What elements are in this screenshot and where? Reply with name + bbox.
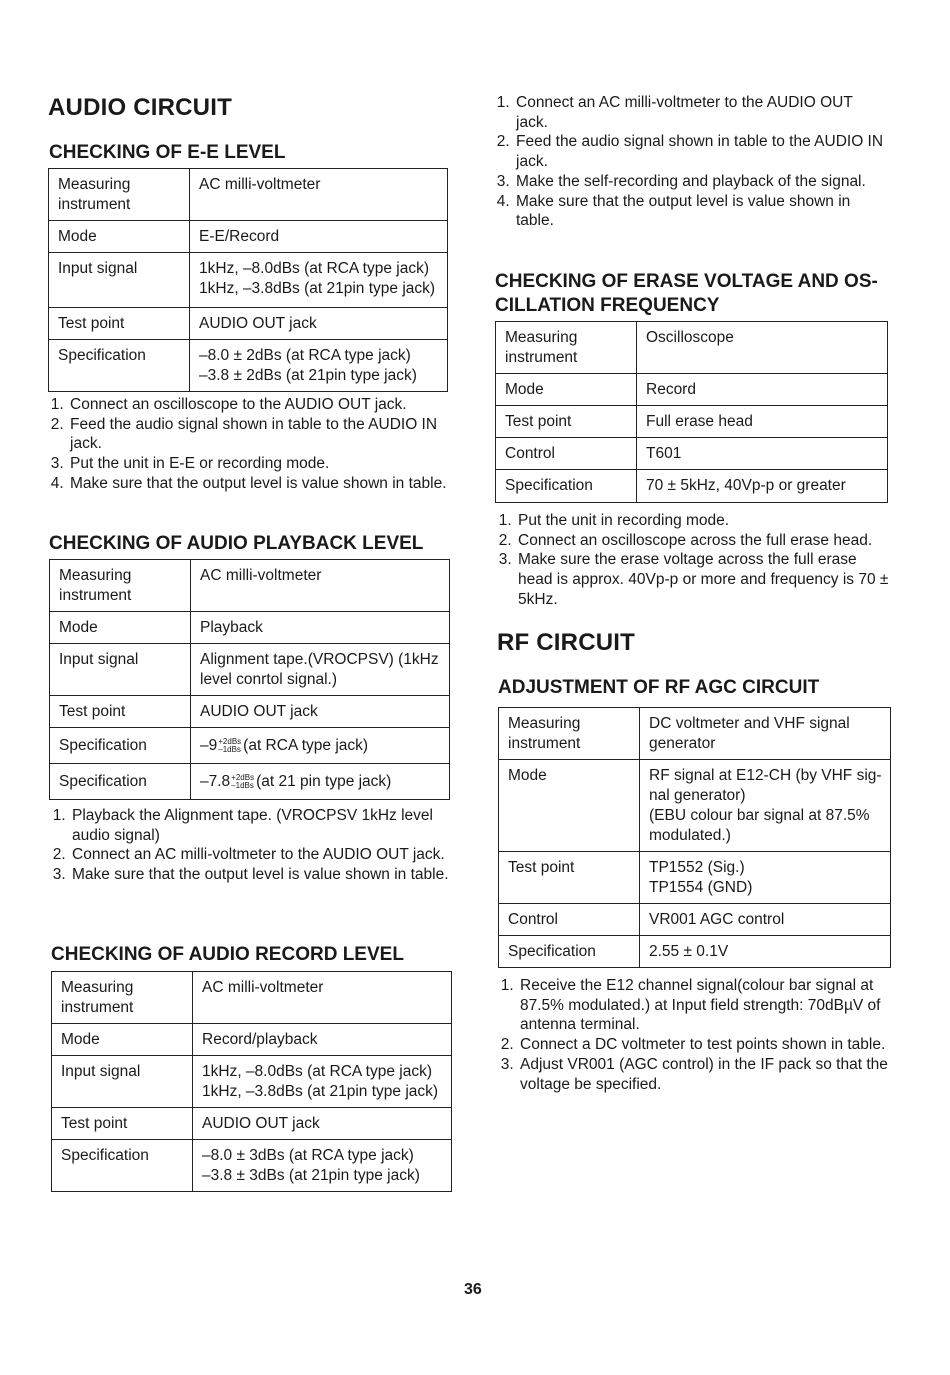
erase-heading-line: CILLATION FREQUENCY bbox=[495, 295, 720, 316]
table-cell-value: 70 ± 5kHz, 40Vp-p or greater bbox=[637, 470, 888, 503]
tolerance-upper: +2dBs bbox=[218, 736, 242, 746]
table-cell-value: Record bbox=[637, 374, 888, 406]
table-cell-key: Mode bbox=[49, 221, 190, 253]
spec-value: –7.8 bbox=[200, 773, 231, 790]
table-cell-key: Specification bbox=[50, 764, 191, 800]
table-cell-value: Playback bbox=[191, 612, 450, 644]
table-cell-key: Measuring instrument bbox=[49, 169, 190, 221]
erase-table bbox=[495, 321, 888, 503]
table-cell-key: Measuring instrument bbox=[52, 972, 193, 1024]
list-item: 3. Make sure that the output level is value shown in table. bbox=[70, 865, 452, 885]
value-line: TP1554 (GND) bbox=[649, 879, 753, 896]
erase-steps bbox=[496, 511, 890, 610]
ee-level-heading: CHECKING OF E-E LEVEL bbox=[49, 142, 286, 163]
list-item: 4. Make sure that the output level is value shown in table. bbox=[68, 474, 453, 494]
table-cell-value: 2.55 ± 0.1V bbox=[640, 936, 891, 968]
record-level-table bbox=[51, 971, 452, 1192]
list-item: 3. Make sure the erase voltage across the full erase head is approx. 40Vp-p or more and frequency is 70 ± 5kHz. bbox=[516, 550, 890, 609]
record-level-heading: CHECKING OF AUDIO RECORD LEVEL bbox=[51, 944, 404, 965]
value-line: (EBU colour bar signal at 87.5% modulated.) bbox=[649, 807, 870, 844]
table-cell-value: AC milli-voltmeter bbox=[193, 972, 452, 1024]
list-item: 2. Feed the audio signal shown in table to the AUDIO IN jack. bbox=[68, 415, 453, 454]
list-item: 1. Connect an oscilloscope to the AUDIO OUT jack. bbox=[68, 395, 453, 415]
table-cell-value: AC milli-voltmeter bbox=[190, 169, 448, 221]
table-cell-value bbox=[191, 728, 450, 764]
list-item: 4. Make sure that the output level is value shown in table. bbox=[514, 192, 888, 231]
table-cell-value: AC milli-voltmeter bbox=[191, 560, 450, 612]
playback-level-table bbox=[49, 559, 450, 800]
table-cell-key: Control bbox=[496, 438, 637, 470]
rf-circuit-title: RF CIRCUIT bbox=[497, 629, 635, 656]
tolerance bbox=[218, 738, 241, 754]
table-cell-value: Full erase head bbox=[637, 406, 888, 438]
spec-note: (at 21 pin type jack) bbox=[256, 773, 392, 790]
value-line: –8.0 ± 3dBs (at RCA type jack) bbox=[202, 1147, 414, 1164]
value-line: 1kHz, –3.8dBs (at 21pin type jack) bbox=[202, 1083, 439, 1100]
table-cell-key: Measuring instrument bbox=[499, 708, 640, 760]
list-item: 2. Connect an oscilloscope across the full erase head. bbox=[516, 531, 890, 551]
table-cell-key: Test point bbox=[49, 308, 190, 340]
table-cell-key: Test point bbox=[52, 1108, 193, 1140]
table-cell-value: AUDIO OUT jack bbox=[191, 696, 450, 728]
list-item: 1. Connect an AC milli-voltmeter to the AUDIO OUT jack. bbox=[514, 93, 888, 132]
value-line: RF signal at E12-CH (by VHF sig-nal generator) bbox=[649, 767, 882, 804]
table-cell-key: Test point bbox=[50, 696, 191, 728]
ee-level-steps bbox=[48, 395, 453, 494]
table-cell-key: Mode bbox=[496, 374, 637, 406]
tolerance-upper: +2dBs bbox=[231, 772, 255, 782]
record-level-steps bbox=[494, 93, 888, 231]
value-line: –3.8 ± 3dBs (at 21pin type jack) bbox=[202, 1167, 420, 1184]
value-line: 1kHz, –8.0dBs (at RCA type jack) bbox=[202, 1063, 433, 1080]
table-cell-value bbox=[193, 1056, 452, 1108]
table-cell-key: Test point bbox=[499, 852, 640, 904]
table-cell-key: Measuring instrument bbox=[50, 560, 191, 612]
table-cell-key: Input signal bbox=[52, 1056, 193, 1108]
table-cell-value: Record/playback bbox=[193, 1024, 452, 1056]
list-item: 3. Adjust VR001 (AGC control) in the IF pack so that the voltage be specified. bbox=[518, 1055, 892, 1094]
table-cell-value: T601 bbox=[637, 438, 888, 470]
table-cell-value bbox=[640, 852, 891, 904]
erase-heading bbox=[495, 270, 890, 318]
table-cell-key: Specification bbox=[52, 1140, 193, 1192]
table-cell-key: Measuring instrument bbox=[496, 322, 637, 374]
list-item: 3. Make the self-recording and playback of the signal. bbox=[514, 172, 888, 192]
ee-level-table bbox=[48, 168, 448, 392]
list-item: 2. Feed the audio signal shown in table to the AUDIO IN jack. bbox=[514, 132, 888, 171]
page-number: 36 bbox=[464, 1281, 482, 1298]
table-cell-key: Specification bbox=[50, 728, 191, 764]
table-cell-value bbox=[640, 760, 891, 852]
table-cell-key: Input signal bbox=[49, 253, 190, 308]
table-cell-key: Test point bbox=[496, 406, 637, 438]
list-item: 2. Connect a DC voltmeter to test points shown in table. bbox=[518, 1035, 892, 1055]
table-cell-key: Control bbox=[499, 904, 640, 936]
table-cell-value: VR001 AGC control bbox=[640, 904, 891, 936]
rf-agc-steps bbox=[498, 976, 892, 1094]
table-cell-value bbox=[190, 340, 448, 392]
table-cell-value: AUDIO OUT jack bbox=[190, 308, 448, 340]
audio-circuit-title: AUDIO CIRCUIT bbox=[48, 94, 232, 121]
list-item: 1. Playback the Alignment tape. (VROCPSV 1kHz level audio signal) bbox=[70, 806, 452, 845]
value-line: 1kHz, –8.0dBs (at RCA type jack) bbox=[199, 260, 430, 277]
tolerance-lower: –1dBs bbox=[218, 744, 241, 754]
table-cell-value: DC voltmeter and VHF signal generator bbox=[640, 708, 891, 760]
table-cell-value bbox=[191, 764, 450, 800]
list-item: 3. Put the unit in E-E or recording mode. bbox=[68, 454, 453, 474]
erase-heading-line: CHECKING OF ERASE VOLTAGE AND OS- bbox=[495, 271, 878, 292]
list-item: 1. Put the unit in recording mode. bbox=[516, 511, 890, 531]
table-cell-key: Specification bbox=[49, 340, 190, 392]
spec-note: (at RCA type jack) bbox=[243, 737, 369, 754]
tolerance bbox=[231, 774, 254, 790]
table-cell-key: Input signal bbox=[50, 644, 191, 696]
table-cell-key: Specification bbox=[499, 936, 640, 968]
rf-agc-table bbox=[498, 707, 891, 968]
list-item: 2. Connect an AC milli-voltmeter to the AUDIO OUT jack. bbox=[70, 845, 452, 865]
value-line: –3.8 ± 2dBs (at 21pin type jack) bbox=[199, 367, 417, 384]
list-item: 1. Receive the E12 channel signal(colour bar signal at 87.5% modulated.) at Input field strength: 70dBµV of antenna terminal. bbox=[518, 976, 892, 1035]
table-cell-value bbox=[193, 1140, 452, 1192]
table-cell-value: Oscilloscope bbox=[637, 322, 888, 374]
table-cell-key: Mode bbox=[499, 760, 640, 852]
value-line: –8.0 ± 2dBs (at RCA type jack) bbox=[199, 347, 411, 364]
table-cell-value bbox=[190, 253, 448, 308]
table-cell-value: Alignment tape.(VROCPSV) (1kHz level conrtol signal.) bbox=[191, 644, 450, 696]
tolerance-lower: –1dBs bbox=[231, 780, 254, 790]
playback-level-heading: CHECKING OF AUDIO PLAYBACK LEVEL bbox=[49, 533, 424, 554]
table-cell-key: Mode bbox=[52, 1024, 193, 1056]
table-cell-value: AUDIO OUT jack bbox=[193, 1108, 452, 1140]
rf-agc-heading: ADJUSTMENT OF RF AGC CIRCUIT bbox=[498, 677, 820, 698]
value-line: 1kHz, –3.8dBs (at 21pin type jack) bbox=[199, 280, 436, 297]
spec-value: –9 bbox=[200, 737, 218, 754]
playback-level-steps bbox=[50, 806, 452, 885]
value-line: TP1552 (Sig.) bbox=[649, 859, 745, 876]
table-cell-key: Mode bbox=[50, 612, 191, 644]
table-cell-value: E-E/Record bbox=[190, 221, 448, 253]
table-cell-key: Specification bbox=[496, 470, 637, 503]
